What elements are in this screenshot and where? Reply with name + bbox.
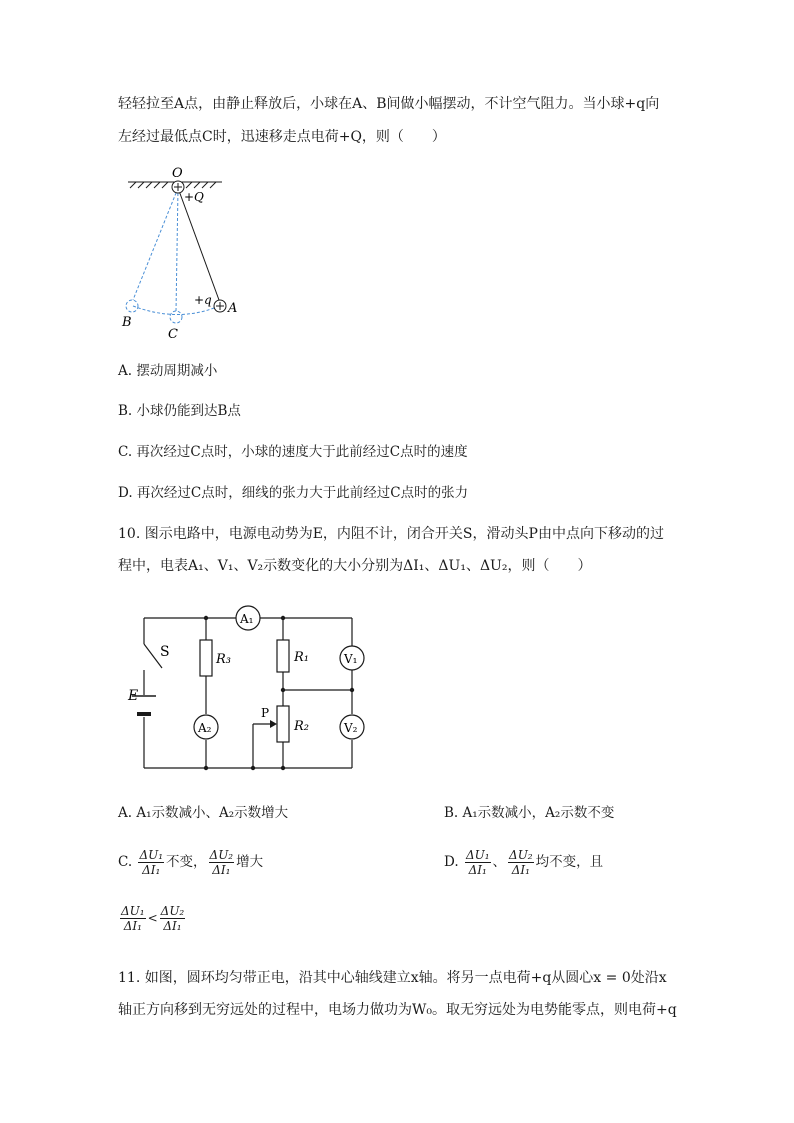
q11-stem-line2: 轴正方向移到无穷远处的过程中，电场力做功为W₀。取无穷远处为电势能零点，则电荷+q <box>118 1002 677 1018</box>
label-R3: R₃ <box>216 652 231 667</box>
label-E: E <box>128 688 139 704</box>
q10-option-d <box>444 848 603 877</box>
label-R1: R₁ <box>294 650 309 665</box>
q9-stem-line1: 轻轻拉至A点，由静止释放后，小球在A、B间做小幅摆动，不计空气阻力。当小球+q向 <box>118 96 660 112</box>
fraction-dU2-dI1: $\frac{\text{ΔU₂}}{\text{ΔI₁}}$ <box>209 848 234 877</box>
q11-stem-line1: 11. 如图，圆环均匀带正电，沿其中心轴线建立x轴。将另一点电荷+q从圆心x = 0处沿x <box>118 970 667 986</box>
ball-A <box>214 300 226 312</box>
resistor-R1 <box>277 640 289 672</box>
label-q: +q <box>194 293 212 307</box>
label-A: A <box>228 301 238 316</box>
q9-option-b: B. 小球仍能到达B点 <box>118 403 241 419</box>
fraction-dU2-dI1: $\frac{\text{ΔU₂}}{\text{ΔI₁}}$ <box>160 904 185 933</box>
q10-option-b: B. A₁示数减小，A₂示数不变 <box>444 805 615 821</box>
ball-C-outline <box>170 311 182 323</box>
less-than-sign: < <box>147 911 158 925</box>
option-d-mid: 、 <box>492 854 507 870</box>
q9-stem-line2: 左经过最低点C时，迅速移走点电荷+Q，则（ ） <box>118 129 446 145</box>
point-charge-Q <box>172 181 184 193</box>
ball-B-outline <box>126 300 138 312</box>
wires <box>144 618 352 768</box>
label-O: O <box>172 166 183 181</box>
q10-stem-line2: 程中，电表A₁、V₁、V₂示数变化的大小分别为ΔI₁、ΔU₁、ΔU₂，则（ ） <box>118 558 592 574</box>
slider-arrow <box>270 720 277 728</box>
fraction-dU2-dI1: $\frac{\text{ΔU₂}}{\text{ΔI₁}}$ <box>509 848 533 877</box>
q10-option-c <box>118 848 263 877</box>
fraction-dU1-dI1: $\frac{\text{ΔU₁}}{\text{ΔI₁}}$ <box>139 848 164 877</box>
label-C: C <box>168 327 178 342</box>
label-S: S <box>160 644 170 660</box>
label-Q: +Q <box>184 190 204 204</box>
circuit-figure <box>118 600 368 780</box>
pendulum-figure <box>118 160 258 350</box>
q9-option-c: C. 再次经过C点时，小球的速度大于此前经过C点时的速度 <box>118 444 468 460</box>
q10-option-d-continued <box>118 904 187 933</box>
q9-option-d: D. 再次经过C点时，细线的张力大于此前经过C点时的张力 <box>118 485 469 501</box>
label-V2: V₂ <box>344 721 358 735</box>
q10-option-a: A. A₁示数减小、A₂示数增大 <box>118 805 289 821</box>
label-A1: A₁ <box>240 612 254 626</box>
label-R2: R₂ <box>294 719 309 734</box>
label-A2: A₂ <box>198 721 212 735</box>
string <box>178 188 219 300</box>
q10-stem-line1: 10. 图示电路中，电源电动势为E，内阻不计，闭合开关S，滑动头P由中点向下移动的过 <box>118 526 664 542</box>
option-c-end: 增大 <box>236 854 264 870</box>
resistor-R3 <box>200 640 212 676</box>
label-P: P <box>261 706 270 720</box>
fraction-dU1-dI1: $\frac{\text{ΔU₁}}{\text{ΔI₁}}$ <box>465 848 490 877</box>
label-B: B <box>122 315 132 330</box>
fraction-dU1-dI1: $\frac{\text{ΔU₁}}{\text{ΔI₁}}$ <box>121 904 145 933</box>
resistor-R2 <box>277 706 289 742</box>
label-V1: V₁ <box>344 652 358 666</box>
option-d-end: 均不变，且 <box>535 854 604 870</box>
option-d-letter: D. <box>444 854 459 870</box>
option-c-letter: C. <box>118 854 133 870</box>
q9-option-a: A. 摆动周期减小 <box>118 363 218 379</box>
junction-dots <box>204 616 354 770</box>
option-c-mid: 不变， <box>166 854 207 870</box>
